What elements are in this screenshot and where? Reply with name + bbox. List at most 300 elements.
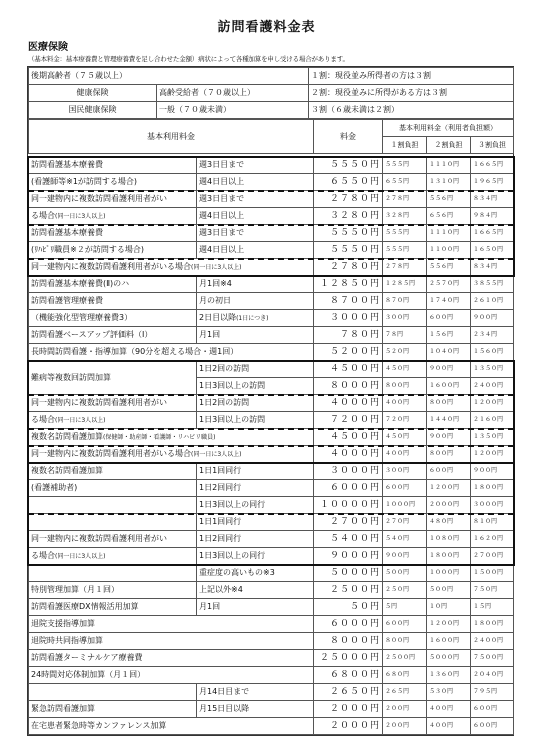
burden-3-amount: ２６１０円 bbox=[471, 293, 514, 310]
item-condition bbox=[197, 684, 314, 701]
item-condition-text: 月14日目まで bbox=[199, 687, 250, 696]
fee-row bbox=[29, 361, 514, 378]
burden-2-amount: ４００円 bbox=[427, 718, 471, 735]
item-name bbox=[29, 548, 197, 565]
burden-1-amount: ２６５円 bbox=[383, 684, 427, 701]
fee-row bbox=[29, 599, 514, 616]
item-name bbox=[29, 531, 197, 548]
fee-row bbox=[29, 514, 514, 531]
fee-table-container bbox=[27, 66, 514, 736]
burden-1-amount: ６００円 bbox=[383, 616, 427, 633]
fee-amount: ６８００円 bbox=[314, 667, 383, 684]
item-condition bbox=[197, 276, 314, 293]
item-name-text: 同一建物内に複数訪問看護利用者がいる場合 bbox=[31, 448, 191, 458]
item-name bbox=[29, 633, 314, 650]
burden-1-amount: ４００円 bbox=[383, 395, 427, 412]
item-name-text: 複数名訪問看護加算 bbox=[31, 431, 103, 441]
item-condition bbox=[197, 208, 314, 225]
burden-3-amount: １３５０円 bbox=[471, 361, 514, 378]
fee-row bbox=[29, 565, 514, 582]
item-condition-text: 1日3回以上の同行 bbox=[199, 500, 266, 509]
burden-3-amount: ３８５５円 bbox=[471, 276, 514, 293]
item-condition-text: 週4日目以上 bbox=[199, 245, 245, 254]
item-name-note: (同一日に3人以上) bbox=[191, 263, 242, 271]
burden-2-amount: １７４０円 bbox=[427, 293, 471, 310]
item-condition bbox=[197, 242, 314, 259]
fee-amount: ８０００円 bbox=[314, 378, 383, 395]
fee-row bbox=[29, 463, 514, 480]
intro-note: （基本料金：基本療養費と管理療養費を足し合わせた金額）病状によって各種加算を申し受ける場合があります。 bbox=[28, 55, 349, 63]
item-name bbox=[29, 259, 314, 276]
burden-3-amount: ９００円 bbox=[471, 463, 514, 480]
item-name bbox=[29, 684, 197, 701]
item-name bbox=[29, 514, 197, 531]
fee-row bbox=[29, 157, 514, 174]
item-name-text: 長時間訪問看護・指導加算（90分を超える場合・週1回） bbox=[31, 347, 239, 356]
item-name bbox=[29, 667, 314, 684]
burden-3-amount: １５円 bbox=[471, 599, 514, 616]
item-name-text: 24時間対応体制加算（月１回） bbox=[31, 670, 146, 679]
item-condition bbox=[197, 599, 314, 616]
item-condition bbox=[197, 191, 314, 208]
burden-1-amount: ９００円 bbox=[383, 548, 427, 565]
item-condition-text: 週4日目以上 bbox=[199, 177, 245, 186]
item-condition bbox=[197, 225, 314, 242]
fee-amount: ７８０円 bbox=[314, 327, 383, 344]
insurance-sub-label: 高齢受給者（７０歳以上） bbox=[157, 85, 309, 102]
item-name-text: 同一建物内に複数訪問看護利用者がいる場合 bbox=[31, 261, 191, 271]
burden-2-amount: １０００円 bbox=[427, 565, 471, 582]
burden-2-amount: ５３０円 bbox=[427, 684, 471, 701]
item-condition bbox=[197, 701, 314, 718]
fee-row bbox=[29, 259, 514, 276]
fee-row bbox=[29, 684, 514, 701]
fee-row bbox=[29, 718, 514, 735]
item-name-text: (看護師等※1が訪問する場合) bbox=[31, 177, 138, 186]
burden-3-amount: １６６５円 bbox=[471, 157, 514, 174]
fee-row bbox=[29, 174, 514, 191]
fee-amount: ６０００円 bbox=[314, 616, 383, 633]
burden-2-amount: ５００円 bbox=[427, 582, 471, 599]
burden-3-amount: ２４００円 bbox=[471, 633, 514, 650]
item-condition-text: 1日1回同行 bbox=[199, 517, 242, 526]
burden-1-amount: ５４０円 bbox=[383, 531, 427, 548]
fee-row bbox=[29, 531, 514, 548]
burden-3-amount: １８００円 bbox=[471, 616, 514, 633]
fee-amount: ７２００円 bbox=[314, 412, 383, 429]
burden-3-amount: ６００円 bbox=[471, 718, 514, 735]
fee-amount: ８７００円 bbox=[314, 293, 383, 310]
fee-table bbox=[28, 119, 514, 735]
fee-amount: ２５０００円 bbox=[314, 650, 383, 667]
item-condition-text: 2日目以降 bbox=[199, 312, 237, 322]
header-burden: 基本利用料金（利用者負担額） bbox=[383, 120, 514, 137]
burden-1-amount: ２７０円 bbox=[383, 514, 427, 531]
fee-row bbox=[29, 480, 514, 497]
item-name-text: 訪問看護基本療養費 bbox=[31, 160, 103, 169]
item-condition bbox=[197, 565, 314, 582]
burden-3-amount: １５６０円 bbox=[471, 344, 514, 361]
fee-amount: １２８５０円 bbox=[314, 276, 383, 293]
item-name-note: (同一日に3人以上) bbox=[55, 416, 106, 424]
item-name bbox=[29, 701, 197, 718]
item-name bbox=[29, 616, 314, 633]
burden-1-amount: １０００円 bbox=[383, 497, 427, 514]
fee-row bbox=[29, 616, 514, 633]
item-condition-text: 1日2回同行 bbox=[199, 534, 242, 543]
fee-amount: ４０００円 bbox=[314, 446, 383, 463]
section-title: 医療保険 bbox=[28, 42, 68, 53]
burden-1-amount: ５５５円 bbox=[383, 242, 427, 259]
item-condition-text: 1日2回の訪問 bbox=[199, 398, 250, 407]
item-name bbox=[29, 276, 197, 293]
burden-2-amount: ９００円 bbox=[427, 429, 471, 446]
fee-row bbox=[29, 633, 514, 650]
burden-3-amount: １６６５円 bbox=[471, 225, 514, 242]
item-name bbox=[29, 191, 197, 208]
burden-3-amount: ９００円 bbox=[471, 310, 514, 327]
item-condition bbox=[197, 463, 314, 480]
item-name-text: 訪問看護基本療養費 bbox=[31, 228, 103, 237]
item-condition bbox=[197, 174, 314, 191]
header-burden-1: １割負担 bbox=[383, 137, 427, 154]
item-name-text: 難病等複数回訪問加算 bbox=[31, 372, 111, 382]
burden-2-amount: １３１０円 bbox=[427, 174, 471, 191]
fee-amount: ９０００円 bbox=[314, 548, 383, 565]
item-condition-text: 週3日目まで bbox=[199, 194, 245, 203]
fee-amount: ４５００円 bbox=[314, 429, 383, 446]
item-condition-text: 1日2回同行 bbox=[199, 483, 242, 492]
burden-2-amount: １２００円 bbox=[427, 480, 471, 497]
burden-2-amount: １４４０円 bbox=[427, 412, 471, 429]
item-condition-text: 重症度の高いもの※3 bbox=[199, 568, 275, 577]
item-name bbox=[29, 565, 197, 582]
fee-row bbox=[29, 667, 514, 684]
item-name-text: （機能強化型管理療養費3） bbox=[31, 313, 133, 322]
page-title: 訪問看護料金表 bbox=[217, 20, 316, 35]
burden-1-amount: ２００円 bbox=[383, 701, 427, 718]
fee-row bbox=[29, 582, 514, 599]
fee-row bbox=[29, 497, 514, 514]
item-name bbox=[29, 174, 197, 191]
item-name-text: る場合 bbox=[31, 210, 55, 220]
item-condition-text: 1日1回同行 bbox=[199, 466, 242, 475]
fee-amount: ８０００円 bbox=[314, 633, 383, 650]
fee-amount: ２５００円 bbox=[314, 582, 383, 599]
item-name-text: 訪問看護基本療養費(Ⅱ)のハ bbox=[31, 279, 130, 288]
burden-3-amount: ７５０円 bbox=[471, 582, 514, 599]
burden-2-amount: １５６円 bbox=[427, 327, 471, 344]
fee-row bbox=[29, 276, 514, 293]
burden-3-amount: １５００円 bbox=[471, 565, 514, 582]
burden-3-amount: ６００円 bbox=[471, 701, 514, 718]
fee-row bbox=[29, 327, 514, 344]
burden-3-amount: ２７００円 bbox=[471, 548, 514, 565]
fee-amount: ５２００円 bbox=[314, 344, 383, 361]
item-condition bbox=[197, 514, 314, 531]
fee-row bbox=[29, 412, 514, 429]
item-name-text: 退院支援指導加算 bbox=[31, 619, 95, 628]
item-name-text: 特別管理加算（月１回） bbox=[31, 585, 119, 594]
burden-2-amount: １１００円 bbox=[427, 242, 471, 259]
item-name bbox=[29, 599, 197, 616]
fee-amount: ５０円 bbox=[314, 599, 383, 616]
fee-row bbox=[29, 344, 514, 361]
fee-amount: ２６５０円 bbox=[314, 684, 383, 701]
item-condition bbox=[197, 582, 314, 599]
burden-2-amount: １３６０円 bbox=[427, 667, 471, 684]
item-name bbox=[29, 327, 197, 344]
item-condition bbox=[197, 327, 314, 344]
fee-amount: ３２８０円 bbox=[314, 208, 383, 225]
insurance-rate: １割：現役並み所得者の方は３割 bbox=[309, 68, 514, 85]
fee-row bbox=[29, 310, 514, 327]
item-condition-text: 月1回※4 bbox=[199, 279, 232, 288]
insurance-rate: ３割（６歳未満は２割） bbox=[309, 102, 514, 119]
item-name-text: 退院時共同指導加算 bbox=[31, 636, 103, 645]
burden-2-amount: ２５７０円 bbox=[427, 276, 471, 293]
fee-amount: ３０００円 bbox=[314, 310, 383, 327]
burden-2-amount: １０円 bbox=[427, 599, 471, 616]
burden-1-amount: １２８５円 bbox=[383, 276, 427, 293]
burden-2-amount: １０８０円 bbox=[427, 531, 471, 548]
burden-1-amount: ２７８円 bbox=[383, 191, 427, 208]
fee-amount: ４０００円 bbox=[314, 395, 383, 412]
burden-1-amount: ４５０円 bbox=[383, 361, 427, 378]
item-condition-text: 月の初日 bbox=[199, 296, 231, 305]
item-name bbox=[29, 208, 197, 225]
burden-1-amount: ６８０円 bbox=[383, 667, 427, 684]
item-name-text: 緊急訪問看護加算 bbox=[31, 704, 95, 713]
fee-amount: ６５５０円 bbox=[314, 174, 383, 191]
burden-3-amount: ８３４円 bbox=[471, 191, 514, 208]
burden-3-amount: ２３４円 bbox=[471, 327, 514, 344]
insurance-label: 健康保険 bbox=[29, 85, 157, 102]
item-name bbox=[29, 480, 197, 497]
fee-amount: ４５００円 bbox=[314, 361, 383, 378]
burden-1-amount: ４００円 bbox=[383, 446, 427, 463]
fee-row bbox=[29, 395, 514, 412]
fee-row bbox=[29, 650, 514, 667]
burden-1-amount: ８００円 bbox=[383, 633, 427, 650]
item-condition-text: 月1回 bbox=[199, 330, 221, 339]
item-name bbox=[29, 497, 197, 514]
burden-3-amount: ２０４０円 bbox=[471, 667, 514, 684]
burden-3-amount: １６２０円 bbox=[471, 531, 514, 548]
burden-1-amount: ５５５円 bbox=[383, 157, 427, 174]
burden-2-amount: １２００円 bbox=[427, 616, 471, 633]
fee-amount: ２０００円 bbox=[314, 718, 383, 735]
item-condition bbox=[197, 157, 314, 174]
item-name-note: (同一日に3人以上) bbox=[55, 212, 106, 220]
item-name bbox=[29, 242, 197, 259]
burden-2-amount: ８００円 bbox=[427, 395, 471, 412]
item-name bbox=[29, 446, 314, 463]
header-fee: 料金 bbox=[314, 120, 383, 154]
item-name-note: (同一日に3人以上) bbox=[55, 552, 106, 560]
burden-2-amount: ５５６円 bbox=[427, 259, 471, 276]
item-name-text: 在宅患者緊急時等カンファレンス加算 bbox=[31, 721, 167, 730]
item-name-text: 同一建物内に複数訪問看護利用者がい bbox=[31, 534, 167, 543]
item-name bbox=[29, 310, 197, 327]
fee-row bbox=[29, 446, 514, 463]
burden-3-amount: １２００円 bbox=[471, 446, 514, 463]
insurance-sub-label: 一般（７０歳未満） bbox=[157, 102, 309, 119]
burden-3-amount: ９８４円 bbox=[471, 208, 514, 225]
burden-1-amount: ５５５円 bbox=[383, 225, 427, 242]
burden-1-amount: ５００円 bbox=[383, 565, 427, 582]
burden-3-amount: １９６５円 bbox=[471, 174, 514, 191]
burden-2-amount: １１１０円 bbox=[427, 225, 471, 242]
item-condition bbox=[197, 395, 314, 412]
item-condition-note: (1日につき) bbox=[236, 314, 269, 322]
header-basic: 基本利用料金 bbox=[29, 120, 314, 154]
item-condition-text: 週4日目以上 bbox=[199, 211, 245, 220]
item-name-text: 訪問看護ターミナルケア療養費 bbox=[31, 653, 143, 662]
item-name-text: 複数名訪問看護加算 bbox=[31, 466, 103, 475]
item-name-text: 同一建物内に複数訪問看護利用者がい bbox=[31, 398, 167, 407]
burden-2-amount: ２０００円 bbox=[427, 497, 471, 514]
insurance-rate: ２割：現役並みに所得がある方は３割 bbox=[309, 85, 514, 102]
item-condition-text: 週3日目まで bbox=[199, 160, 245, 169]
item-condition bbox=[197, 293, 314, 310]
burden-3-amount: ８３４円 bbox=[471, 259, 514, 276]
fee-row bbox=[29, 242, 514, 259]
burden-1-amount: ７８円 bbox=[383, 327, 427, 344]
item-condition-text: 上記以外※4 bbox=[199, 585, 243, 594]
item-name-text: る場合 bbox=[31, 414, 55, 424]
item-name-text: 同一建物内に複数訪問看護利用者がい bbox=[31, 194, 167, 203]
item-condition bbox=[197, 497, 314, 514]
item-name bbox=[29, 582, 197, 599]
burden-1-amount: ８７０円 bbox=[383, 293, 427, 310]
fee-row bbox=[29, 293, 514, 310]
item-name-text: る場合 bbox=[31, 550, 55, 560]
burden-1-amount: ６００円 bbox=[383, 480, 427, 497]
item-name-text: (ﾘﾊﾋﾞﾘ職員※２が訪問する場合) bbox=[31, 245, 144, 254]
fee-amount: ２０００円 bbox=[314, 701, 383, 718]
item-name bbox=[29, 225, 197, 242]
burden-3-amount: ８１０円 bbox=[471, 514, 514, 531]
fee-row bbox=[29, 548, 514, 565]
fee-amount: １００００円 bbox=[314, 497, 383, 514]
item-name bbox=[29, 718, 314, 735]
item-condition bbox=[197, 310, 314, 327]
item-condition-text: 1日2回の訪問 bbox=[199, 364, 250, 373]
burden-1-amount: ６５５円 bbox=[383, 174, 427, 191]
insurance-label: 国民健康保険 bbox=[29, 102, 157, 119]
header-burden-2: ２割負担 bbox=[427, 137, 471, 154]
burden-2-amount: ９００円 bbox=[427, 361, 471, 378]
burden-3-amount: ３０００円 bbox=[471, 497, 514, 514]
item-name-note: (保健師・助産師・看護師・リハビリ職員) bbox=[103, 433, 216, 441]
fee-row bbox=[29, 208, 514, 225]
burden-2-amount: ４８０円 bbox=[427, 514, 471, 531]
burden-3-amount: １２００円 bbox=[471, 395, 514, 412]
item-condition bbox=[197, 531, 314, 548]
item-name bbox=[29, 293, 197, 310]
burden-2-amount: ６００円 bbox=[427, 463, 471, 480]
item-condition-text: 月1回 bbox=[199, 602, 221, 611]
fee-amount: ５０００円 bbox=[314, 565, 383, 582]
fee-amount: ２７８０円 bbox=[314, 191, 383, 208]
burden-1-amount: ２５０円 bbox=[383, 582, 427, 599]
burden-1-amount: ８００円 bbox=[383, 378, 427, 395]
burden-3-amount: １６５０円 bbox=[471, 242, 514, 259]
fee-amount: ５５５０円 bbox=[314, 157, 383, 174]
fee-row bbox=[29, 225, 514, 242]
burden-1-amount: ３２８円 bbox=[383, 208, 427, 225]
item-condition-text: 1日3回以上の訪問 bbox=[199, 381, 266, 390]
item-condition-text: 月15日目以降 bbox=[199, 704, 250, 713]
item-condition bbox=[197, 480, 314, 497]
item-name bbox=[29, 361, 197, 395]
fee-amount: ６０００円 bbox=[314, 480, 383, 497]
burden-1-amount: ３００円 bbox=[383, 310, 427, 327]
burden-2-amount: １６００円 bbox=[427, 378, 471, 395]
fee-amount: ２７８０円 bbox=[314, 259, 383, 276]
burden-1-amount: ４５０円 bbox=[383, 429, 427, 446]
burden-3-amount: １３５０円 bbox=[471, 429, 514, 446]
burden-2-amount: １８００円 bbox=[427, 548, 471, 565]
burden-2-amount: １０４０円 bbox=[427, 344, 471, 361]
item-name bbox=[29, 650, 314, 667]
item-name-note: (同一日に3人以上) bbox=[191, 450, 242, 458]
fee-amount: ３０００円 bbox=[314, 463, 383, 480]
burden-1-amount: ７２０円 bbox=[383, 412, 427, 429]
burden-1-amount: ２５００円 bbox=[383, 650, 427, 667]
insurance-table bbox=[28, 67, 514, 119]
burden-2-amount: １６００円 bbox=[427, 633, 471, 650]
burden-1-amount: ２００円 bbox=[383, 718, 427, 735]
insurance-label: 後期高齢者（７５歳以上） bbox=[29, 68, 309, 85]
burden-3-amount: ７９５円 bbox=[471, 684, 514, 701]
item-name-text: 訪問看護医療DX情報活用加算 bbox=[31, 602, 139, 611]
burden-1-amount: ５２０円 bbox=[383, 344, 427, 361]
fee-row bbox=[29, 701, 514, 718]
item-condition bbox=[197, 378, 314, 395]
fee-amount: ５５５０円 bbox=[314, 242, 383, 259]
burden-2-amount: ６５６円 bbox=[427, 208, 471, 225]
fee-amount: ２７００円 bbox=[314, 514, 383, 531]
item-name bbox=[29, 463, 197, 480]
header-burden-3: ３割負担 bbox=[471, 137, 514, 154]
item-name-text: 訪問看護管理療養費 bbox=[31, 296, 103, 305]
item-name bbox=[29, 344, 314, 361]
burden-1-amount: ３００円 bbox=[383, 463, 427, 480]
item-condition-text: 1日3回以上の訪問 bbox=[199, 415, 266, 424]
burden-1-amount: ５円 bbox=[383, 599, 427, 616]
fee-row bbox=[29, 191, 514, 208]
item-condition-text: 週3日目まで bbox=[199, 228, 245, 237]
burden-2-amount: ８００円 bbox=[427, 446, 471, 463]
fee-row bbox=[29, 429, 514, 446]
burden-2-amount: １１１０円 bbox=[427, 157, 471, 174]
item-name bbox=[29, 157, 197, 174]
item-name-text: (看護補助者) bbox=[31, 483, 78, 492]
burden-3-amount: １８００円 bbox=[471, 480, 514, 497]
burden-2-amount: ４００円 bbox=[427, 701, 471, 718]
item-name-text: 訪問看護ベースアップ評価料（Ⅰ） bbox=[31, 330, 153, 339]
item-name bbox=[29, 395, 197, 412]
item-condition-text: 1日3回以上の同行 bbox=[199, 551, 266, 560]
item-condition bbox=[197, 412, 314, 429]
burden-2-amount: ５５６円 bbox=[427, 191, 471, 208]
burden-2-amount: ５０００円 bbox=[427, 650, 471, 667]
burden-1-amount: ２７８円 bbox=[383, 259, 427, 276]
burden-3-amount: ２４００円 bbox=[471, 378, 514, 395]
burden-3-amount: ７５００円 bbox=[471, 650, 514, 667]
